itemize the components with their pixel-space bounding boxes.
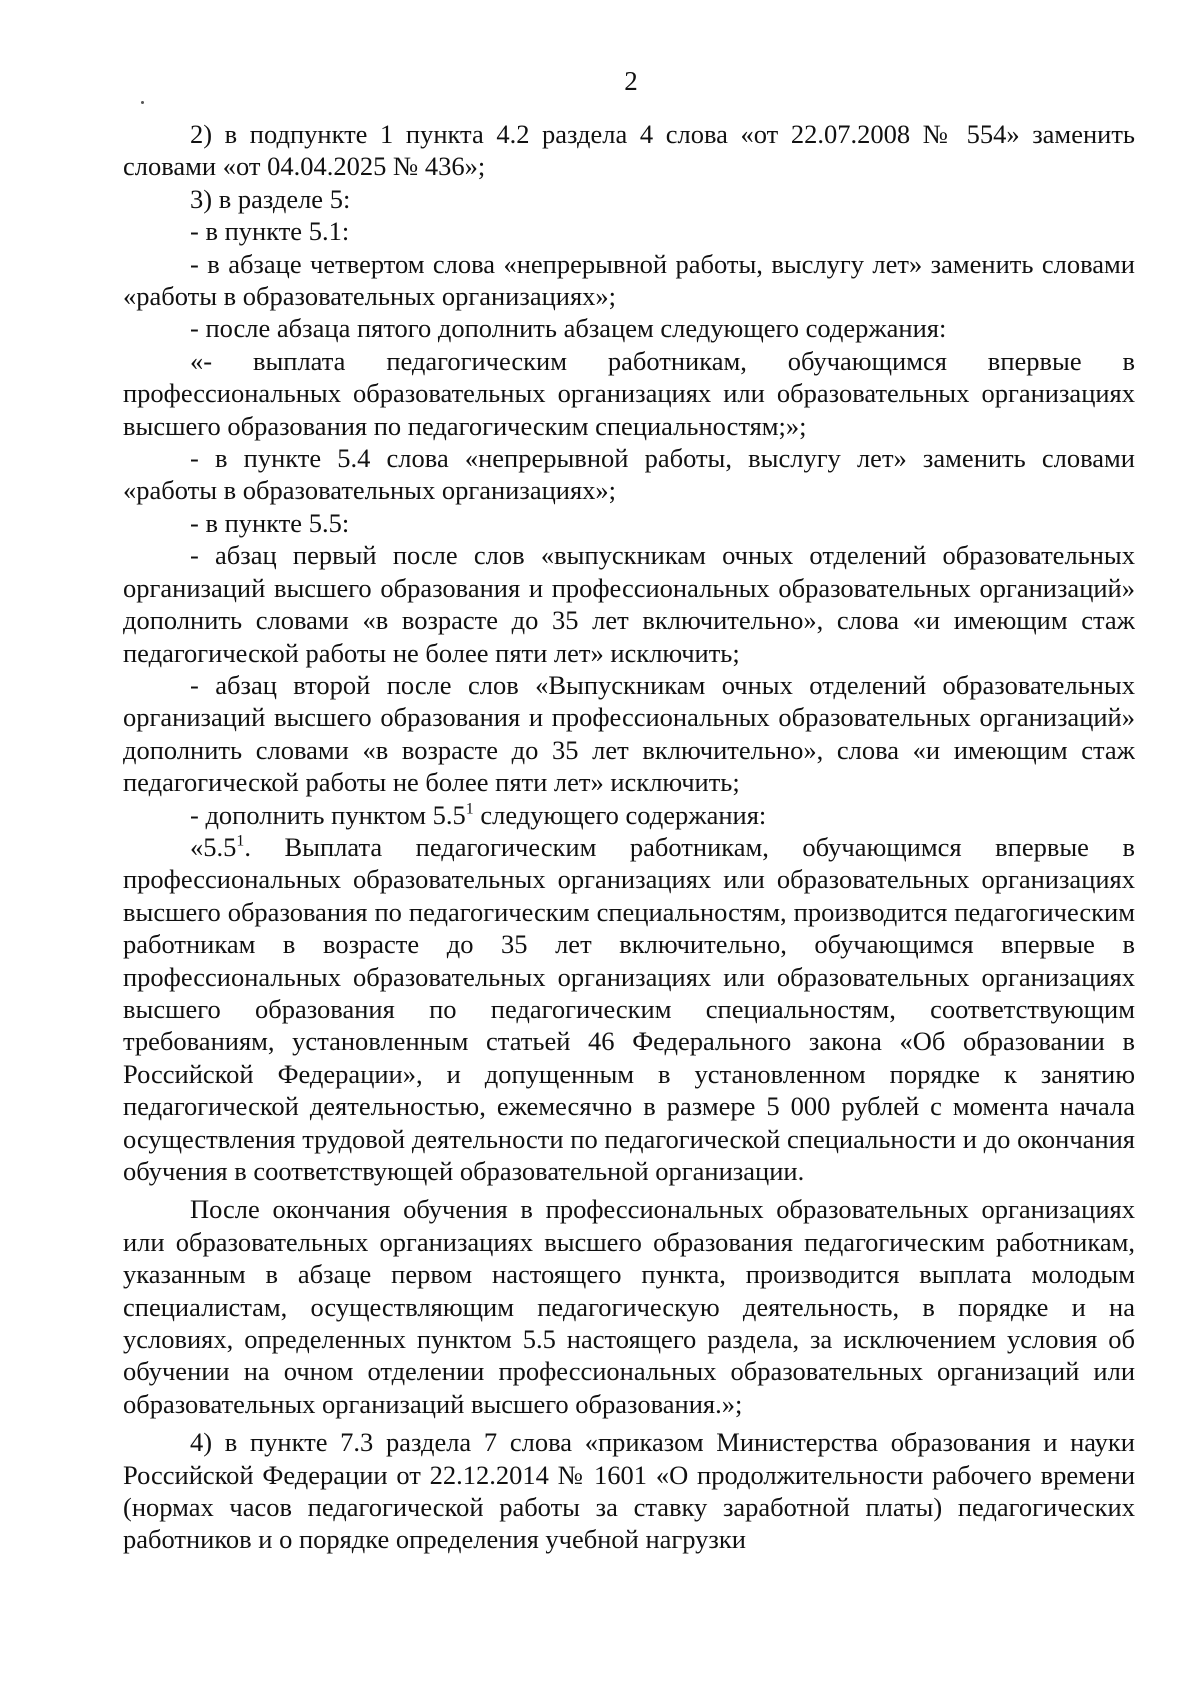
superscript: 1	[465, 800, 474, 818]
paragraph-point-5-5: - в пункте 5.5:	[190, 507, 350, 538]
page-number: 2	[624, 66, 638, 96]
paragraph-point-5-5-1-text	[123, 831, 1135, 1187]
point-text: . Выплата педагогическим работникам, обучающимся впервые в профессиональных образовательных организациях или образовательных организациях высшего образования по педагогическим специальностям, производится педагогическим работникам в возрасте до 35 лет включительно, обучающимся впервые в профессиональных образовательных организациях или образовательных организациях высшего образования по педагогическим специальностям, соответствующим требованиям, установленным статьей 46 Федерального закона «Об образовании в Российской Федерации», и допущенным в установленном порядке к занятию педагогической деятельностью, ежемесячно в размере 5 000 рублей с момента начала осуществления трудовой деятельности по педагогической специальности и до окончания обучения в соответствующей образовательной организации.	[123, 831, 1135, 1186]
paragraph-point-5-1: - в пункте 5.1:	[190, 216, 350, 247]
paragraph-add-point-5-5-1	[123, 799, 1135, 831]
paragraph-abzats-second: - абзац второй после слов «Выпускникам очных отделений образовательных организаций высшего образования и профессиональных образовательных организаций» дополнить словами «в возрасте до 35 лет включительно», слова «и имеющим стаж педагогической работы не более пяти лет» исключить;	[123, 669, 1135, 798]
add-point-text-after: следующего содержания:	[473, 799, 767, 830]
point-label: «5.5	[190, 831, 237, 862]
paragraph-abzats-first: - абзац первый после слов «выпускникам очных отделений образовательных организаций высшего образования и профессиональных образовательных организаций» дополнить словами «в возрасте до 35 лет включительно», слова «и имеющим стаж педагогической работы не более пяти лет» исключить;	[123, 540, 1135, 668]
paragraph-abzats-4: - в абзаце четвертом слова «непрерывной работы, выслугу лет» заменить словами «работы в образовательных организациях»;	[123, 248, 1135, 312]
paragraph-new-abzats: «- выплата педагогическим работникам, обучающимся впервые в профессиональных образовательных организациях или образовательных организациях высшего образования по педагогическим специальностям;»;	[123, 345, 1135, 441]
superscript: 1	[236, 832, 245, 850]
paragraph-after-graduation: После окончания обучения в профессиональных образовательных организациях или образовательных организациях высшего образования педагогическим работникам, указанным в абзаце первом настоящего пункта, производится выплата молодым специалистам, осуществляющим педагогическую деятельность, в порядке и на условиях, определенных пунктом 5.5 настоящего раздела, за исключением условия об обучении на очном отделении профессиональных образовательных организаций или образовательных организаций высшего образования.»;	[123, 1194, 1135, 1419]
document-body	[123, 118, 1135, 1556]
add-point-text-before: - дополнить пунктом 5.5	[190, 799, 466, 830]
paragraph-section-5: 3) в разделе 5:	[190, 183, 351, 214]
paragraph-point-5-4: - в пункте 5.4 слова «непрерывной работы, выслугу лет» заменить словами «работы в образовательных организациях»;	[123, 443, 1135, 506]
paragraph-after-abzats-5: - после абзаца пятого дополнить абзацем следующего содержания:	[190, 313, 947, 344]
paragraph-item-4: 4) в пункте 7.3 раздела 7 слова «приказом Министерства образования и науки Российской Федерации от 22.12.2014 № 1601 «О продолжительности рабочего времени (нормах часов педагогической работы за ставку заработной платы) педагогических работников и о порядке определения учебной нагрузки	[123, 1427, 1135, 1555]
paragraph-item-2: 2) в подпункте 1 пункта 4.2 раздела 4 слова «от 22.07.2008 № 554» заменить словами «от 04.04.2025 № 436»;	[123, 119, 1135, 182]
scan-speck	[141, 101, 144, 104]
